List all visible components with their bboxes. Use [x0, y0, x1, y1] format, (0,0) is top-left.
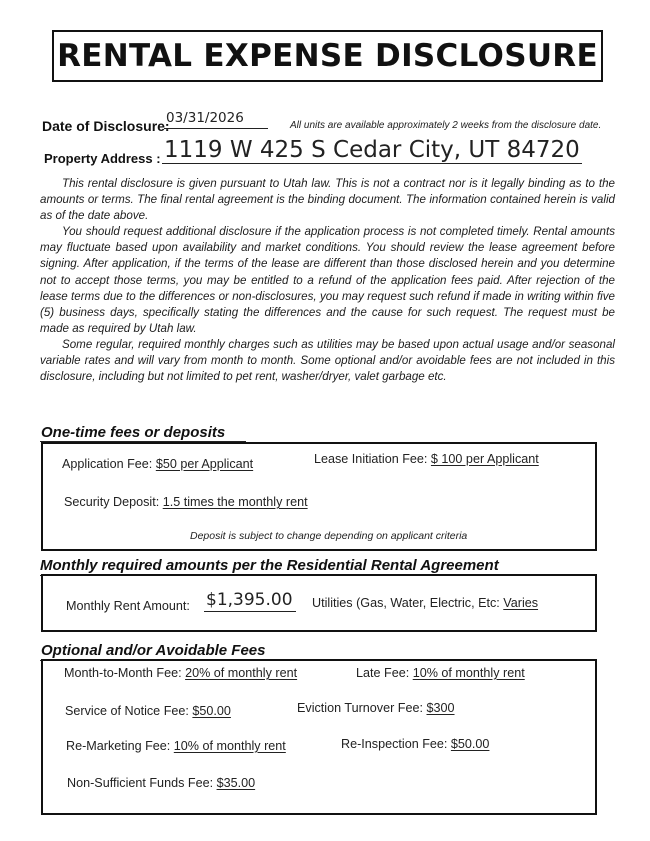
section-heading-optional: Optional and/or Avoidable Fees: [41, 642, 266, 659]
lease-initiation-fee: [314, 452, 539, 466]
reinspection-fee: [341, 737, 489, 751]
security-deposit-value: 1.5 times the monthly rent: [162, 495, 308, 509]
section-heading-one-time: One-time fees or deposits: [41, 424, 226, 441]
availability-note: All units are available approximately 2 weeks from the disclosure date.: [290, 120, 602, 131]
remarketing-fee: [66, 739, 286, 753]
month-to-month-fee: [64, 666, 297, 680]
nsf-fee: [67, 776, 255, 790]
paragraph-refund: You should request additional disclosure if the application process is not completed timely. Rental amounts may fluctuate based upon availability and market conditions. You should review the lease agreement before signing. After application, if the terms of the lease are different than those disclosed herein and you determine not to accept those terms, you may be entitled to a refund of the application fees paid. After rejection of the lease terms due to the differences or non-disclosures, you may request such refund if made in writing within five (5) business days, specifically stating the differences and the cause for such request. The request must be made as required by Utah law.: [40, 225, 615, 335]
security-deposit-label: Security Deposit:: [64, 495, 160, 509]
paragraph-charges: Some regular, required monthly charges such as utilities may be based upon actual usage and/or seasonal variable rates and will vary from month to month. Some optional and/or avoidable fees are not included in this disclosure, including but not limited to pet rent, washer/dryer, valet garbage etc.: [40, 337, 615, 384]
disclosure-text: [40, 176, 615, 385]
utilities-value: Varies: [503, 596, 539, 610]
eviction-value: $300: [426, 701, 455, 715]
application-fee-value: $50 per Applicant: [155, 457, 254, 471]
application-fee: [62, 457, 253, 471]
lease-initiation-label: Lease Initiation Fee:: [314, 452, 428, 466]
address-value: 1119 W 425 S Cedar City, UT 84720: [164, 137, 580, 163]
utilities: [312, 596, 538, 610]
rent-underline: [204, 611, 296, 612]
date-label: Date of Disclosure:: [42, 118, 170, 134]
eviction-label: Eviction Turnover Fee:: [297, 701, 423, 715]
security-deposit: [64, 495, 308, 509]
utilities-label: Utilities (Gas, Water, Electric, Etc:: [312, 596, 500, 610]
monthly-rent-value: $1,395.00: [206, 590, 293, 610]
eviction-turnover-fee: [297, 701, 455, 715]
address-underline: [162, 163, 582, 164]
section-heading-monthly: Monthly required amounts per the Residential Rental Agreement: [40, 557, 499, 574]
date-underline: [164, 128, 268, 129]
late-fee-label: Late Fee:: [356, 666, 410, 680]
late-fee: [356, 666, 525, 680]
page-title: RENTAL EXPENSE DISCLOSURE: [57, 38, 598, 74]
nsf-value: $35.00: [216, 776, 256, 790]
title-box: [52, 30, 603, 82]
service-notice-fee: [65, 704, 231, 718]
service-notice-value: $50.00: [192, 704, 231, 718]
address-label: Property Address :: [44, 151, 161, 166]
remarketing-value: 10% of monthly rent: [173, 739, 286, 753]
late-fee-value: 10% of monthly rent: [412, 666, 525, 680]
reinspection-label: Re-Inspection Fee:: [341, 737, 448, 751]
paragraph-intro: This rental disclosure is given pursuant to Utah law. This is not a contract nor is it legally binding as to the amounts or terms. The final rental agreement is the binding document. The information contained herein is valid as of the date above.: [40, 177, 615, 223]
optional-fees-box: [41, 659, 597, 815]
nsf-label: Non-Sufficient Funds Fee:: [67, 776, 214, 790]
remarketing-label: Re-Marketing Fee:: [66, 739, 171, 753]
application-fee-label: Application Fee:: [62, 457, 153, 471]
monthly-rent-label: Monthly Rent Amount:: [66, 599, 190, 613]
deposit-note: Deposit is subject to change depending on applicant criteria: [190, 530, 468, 542]
date-value: 03/31/2026: [166, 110, 244, 126]
reinspection-value: $50.00: [450, 737, 490, 751]
lease-initiation-value: $ 100 per Applicant: [430, 452, 539, 466]
service-notice-label: Service of Notice Fee:: [65, 704, 189, 718]
month-to-month-value: 20% of monthly rent: [185, 666, 298, 680]
month-to-month-label: Month-to-Month Fee:: [64, 666, 182, 680]
